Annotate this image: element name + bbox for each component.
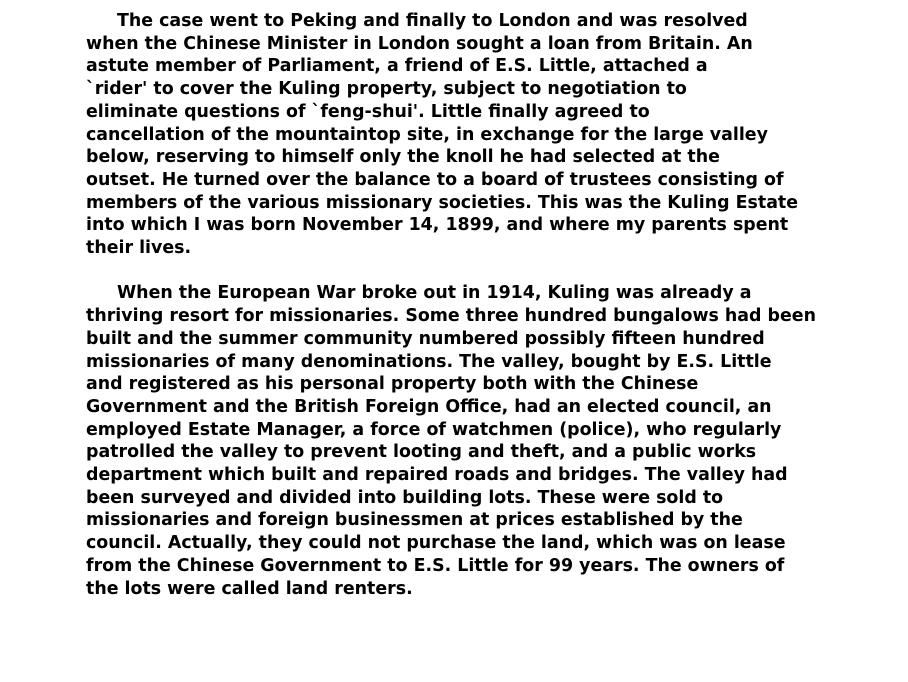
paragraph-kuling-estate (86, 10, 886, 260)
text-line: department which built and repaired roads and bridges. The valley had (86, 465, 788, 486)
document-page (86, 10, 886, 600)
text-line: thriving resort for missionaries. Some three hundred bungalows had been (86, 306, 816, 327)
text-line: patrolled the valley to prevent looting and theft, and a public works (86, 442, 757, 463)
text-line: eliminate questions of `feng-shui'. Little finally agreed to (86, 101, 650, 122)
text-line: astute member of Parliament, a friend of E.S. Little, attached a (86, 56, 708, 77)
text-line: and registered as his personal property both with the Chinese (86, 374, 699, 395)
text-line: `rider' to cover the Kuling property, subject to negotiation to (86, 79, 687, 100)
text-line: missionaries and foreign businessmen at prices established by the (86, 510, 743, 531)
text-line: when the Chinese Minister in London sought a loan from Britain. An (86, 33, 753, 54)
text-line: The case went to Peking and finally to London and was resolved (117, 11, 748, 31)
paragraph-european-war (86, 282, 886, 600)
text-line: outset. He turned over the balance to a board of trustees consisting of (86, 169, 784, 190)
text-line: their lives. (86, 238, 192, 259)
text-line: the lots were called land renters. (86, 578, 413, 599)
text-line: members of the various missionary societies. This was the Kuling Estate (86, 192, 799, 213)
text-line: Government and the British Foreign Office, had an elected council, an (86, 396, 772, 417)
text-line: from the Chinese Government to E.S. Little for 99 years. The owners of (86, 555, 785, 576)
text-line: missionaries of many denominations. The valley, bought by E.S. Little (86, 351, 772, 372)
text-line: been surveyed and divided into building lots. These were sold to (86, 487, 724, 508)
text-line: When the European War broke out in 1914, Kuling was already a (117, 283, 752, 304)
text-line: cancellation of the mountaintop site, in exchange for the large valley (86, 124, 768, 145)
text-line: built and the summer community numbered possibly fifteen hundred (86, 328, 765, 349)
text-line: into which I was born November 14, 1899, and where my parents spent (86, 215, 789, 236)
text-line: below, reserving to himself only the knoll he had selected at the (86, 147, 720, 168)
text-line: council. Actually, they could not purchase the land, which was on lease (86, 533, 786, 554)
text-line: employed Estate Manager, a force of watchmen (police), who regularly (86, 419, 782, 440)
